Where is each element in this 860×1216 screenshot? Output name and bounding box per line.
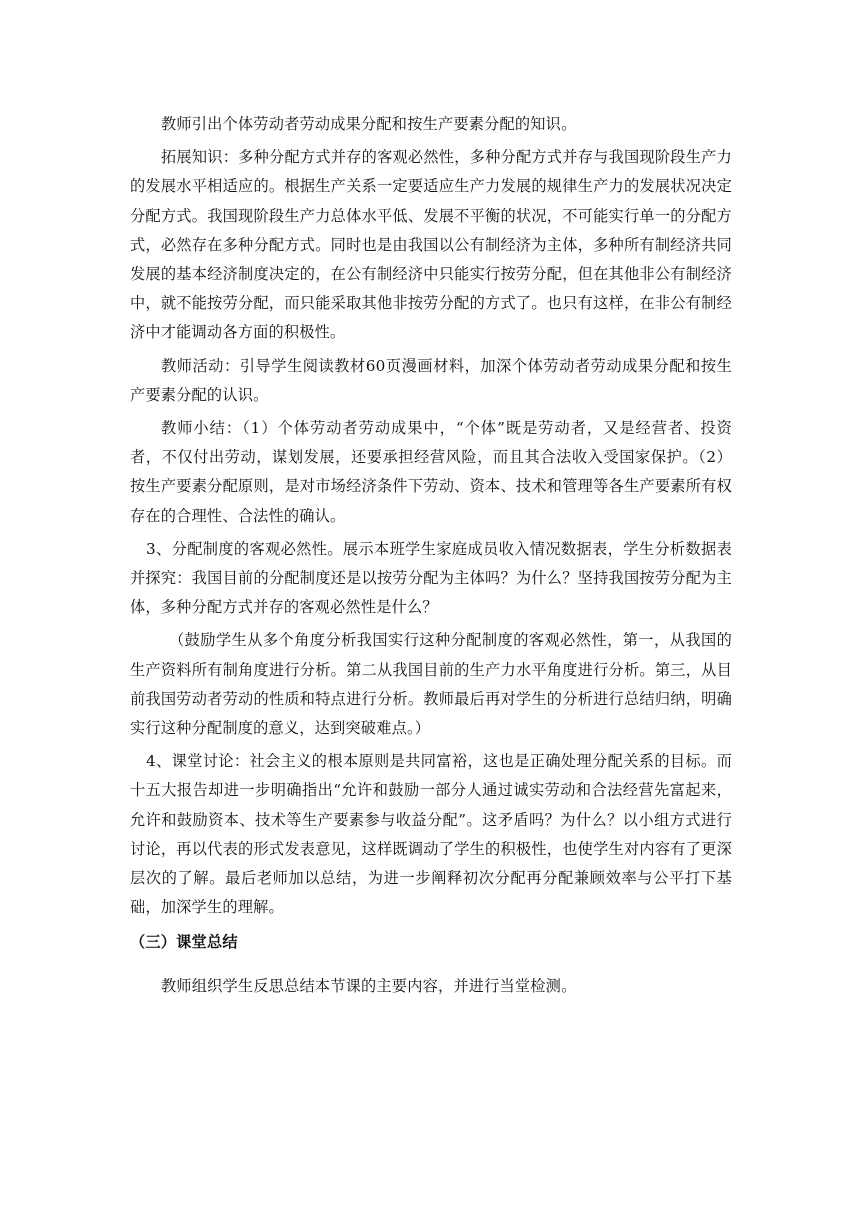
paragraph-extended-knowledge: 拓展知识：多种分配方式并存的客观必然性，多种分配方式并存与我国现阶段生产力的发展水平相适应的。根据生产关系一定要适应生产力发展的规律生产力的发展状况决定分配方式。我国现阶段生产力总体水平低、发展不平衡的状况，不可能实行单一的分配方式，必然存在多种分配方式。同时也是由我国以公有制经济为主体，多种所有制经济共同发展的基本经济制度决定的，在公有制经济中只能实行按劳分配，但在其他非公有制经济中，就不能按劳分配，而只能采取其他非按劳分配的方式了。也只有这样，在非公有制经济中才能调动各方面的积极性。 [130,148,732,342]
paragraph-section-4: 4、课堂讨论：社会主义的根本原则是共同富裕，这也是正确处理分配关系的目标。而十五大报告却进一步明确指出“允许和鼓励一部分人通过诚实劳动和合法经营先富起来，允许和鼓励资本、技术等生产要素参与收益分配”。这矛盾吗？为什么？以小组方式进行讨论，再以代表的形式发表意见，这样既调动了学生的积极性，也使学生对内容有了更深层次的了解。最后老师加以总结，为进一步阐释初次分配再分配兼顾效率与公平打下基础，加深学生的理解。 [130,752,732,917]
section-heading-summary: （三）课堂总结 [130,933,238,952]
paragraph-encourage-analysis: （鼓励学生从多个角度分析我国实行这种分配制度的客观必然性，第一，从我国的生产资料所有制角度进行分析。第二从我国目前的生产力水平角度进行分析。第三，从目前我国劳动者劳动的性质和特点进行分析。教师最后再对学生的分析进行总结归纳，明确实行这种分配制度的意义，达到突破难点。） [130,631,732,738]
paragraph-section-3: 3、分配制度的客观必然性。展示本班学生家庭成员收入情况数据表，学生分析数据表并探究：我国目前的分配制度还是以按劳分配为主体吗？为什么？坚持我国按劳分配为主体，多种分配方式并存的客观必然性是什么？ [130,539,732,617]
paragraph-teacher-activity: 教师活动：引导学生阅读教材60页漫画材料，加深个体劳动者劳动成果分配和按生产要素分配的认识。 [130,356,732,404]
document-body [130,110,732,1005]
paragraph-closing: 教师组织学生反思总结本节课的主要内容，并进行当堂检测。 [161,976,577,995]
paragraph-teacher-summary: 教师小结：（1）个体劳动者劳动成果中，“个体”既是劳动者，又是经营者、投资者，不仅付出劳动，谋划发展，还要承担经营风险，而且其合法收入受国家保护。（2）按生产要素分配原则，是对市场经济条件下劳动、资本、技术和管理等各生产要素所有权存在的合理性、合法性的确认。 [130,419,732,525]
paragraph-intro: 教师引出个体劳动者劳动成果分配和按生产要素分配的知识。 [161,115,577,133]
